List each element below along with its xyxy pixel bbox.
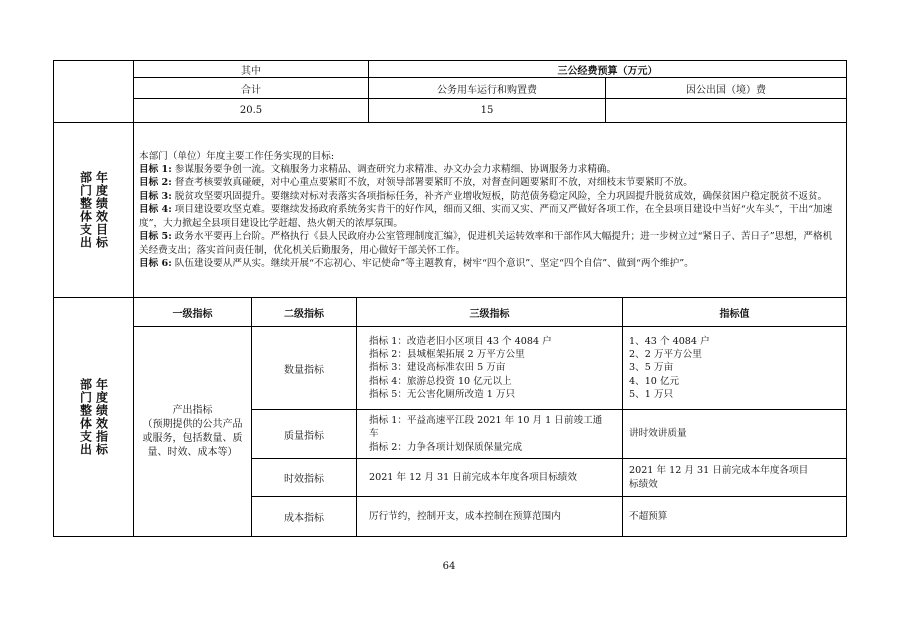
list-item: 指标 3：建设高标准农田 5 万亩 (369, 362, 506, 374)
goals-side-label-col1: 年度绩效目标 (94, 171, 109, 249)
yingong-abroad-header: 因公出国（境）费 (606, 78, 847, 99)
list-item: 不超预算 (629, 510, 668, 522)
gongwu-car-header: 公务用车运行和购置费 (369, 78, 606, 99)
goals-side-label-col2: 部门整体支出 (78, 171, 93, 249)
level2-header: 二级指标 (252, 298, 357, 327)
list-item: 4、10 亿元 (629, 375, 680, 387)
goal-item: 目标 3: 脱贫攻坚要巩固提升。要继续对标对表落实各项指标任务，补齐产业增收短板，防范债务稳定风险，全力巩固提升脱贫成效，确保贫困户稳定脱贫不返贫。 (139, 190, 828, 202)
value-quality (623, 410, 847, 459)
list-item: 指标 5：无公害化厕所改造 1 万只 (369, 388, 516, 400)
level1-header: 一级指标 (134, 298, 252, 327)
list-item: 指标 2：力争各项计划保质保量完成 (369, 441, 523, 453)
level1-note: （预期提供的公共产品或服务，包括数量、质量、时效、成本等） (142, 418, 243, 458)
list-item: 指标 1：改造老旧小区项目 43 个 4084 户 (369, 335, 552, 347)
indicators-side-label-col1: 年度绩效指标 (94, 378, 109, 456)
gongwu-car-value: 15 (369, 99, 606, 123)
value-cost (623, 497, 847, 537)
list-item: 5、1 万只 (629, 388, 674, 400)
goal-item: 目标 1: 参谋服务要争创一流。文稿服务力求精品、调查研究力求精准、办文办会力求精细、协调服务力求精确。 (139, 164, 617, 176)
list-item: 标绩效 (629, 478, 658, 490)
level2-quantity: 数量指标 (252, 327, 357, 410)
goal-item: 目标 6: 队伍建设要从严从实。继续开展“不忘初心、牢记使命”等主题教育，树牢“四个意识”、坚定“四个自信”、做到“两个维护”。 (139, 257, 694, 269)
indicators-table (53, 297, 847, 537)
list-item: 指标 2：县城框架拓展 2 万平方公里 (369, 349, 525, 361)
level2-cost: 成本指标 (252, 497, 357, 537)
goals-intro: 本部门（单位）年度主要工作任务实现的目标: (139, 150, 335, 162)
level3-quantity (357, 327, 623, 410)
list-item: 2021 年 12 月 31 日前完成本年度各项目 (629, 465, 809, 477)
budget-goals-table (53, 60, 847, 298)
level1-label: 产出指标 (172, 404, 213, 416)
indicators-side-label (54, 298, 134, 537)
sangong-title: 三公经费预算（万元） (369, 61, 847, 78)
list-item: 讲时效讲质量 (629, 428, 687, 440)
list-item: 2021 年 12 月 31 日前完成本年度各项目标绩效 (369, 471, 577, 483)
list-item: 2、2 万平方公里 (629, 349, 702, 361)
heji-value: 20.5 (134, 99, 369, 123)
list-item: 3、5 万亩 (629, 362, 674, 374)
list-item: 厉行节约，控制开支，成本控制在预算范围内 (369, 510, 561, 522)
goals-text-cell (134, 123, 847, 298)
level2-timeliness: 时效指标 (252, 459, 357, 497)
goals-side-label (54, 123, 134, 298)
level1-cell (134, 327, 252, 537)
value-quantity (623, 327, 847, 410)
list-item: 1、43 个 4084 户 (629, 335, 710, 347)
goal-item: 目标 5: 政务水平要再上台阶。严格执行《县人民政府办公室管理制度汇编》，促进机关运转效率和干部作风大幅提升；进一步树立过“紧日子、苦日子”思想，严格机关经费支出；落实首问责任制，优化机关后勤服务，用心做好干部关怀工作。 (139, 231, 833, 256)
level3-quality (357, 410, 623, 459)
indicators-side-label-col2: 部门整体支出 (78, 378, 93, 456)
level2-quality: 质量指标 (252, 410, 357, 459)
yingong-abroad-value (606, 99, 847, 123)
empty-side-cell (54, 61, 134, 123)
qizhong-header: 其中 (134, 61, 369, 78)
value-timeliness (623, 459, 847, 497)
page-number: 64 (442, 561, 456, 572)
goal-item: 目标 4: 项目建设要攻坚克难。要继续发扬政府系统务实肯干的好作风，细而又细、实而又实、严而又严做好各项工作，在全县项目建设中当好“火车头”，干出“加速度”，大力掀起全县项目建设比学赶超、热火朝天的浓厚氛围。 (139, 204, 833, 229)
goal-item: 目标 2: 督查考核要敦真碰硬，对中心重点要紧盯不放，对领导部署要紧盯不放，对督查问题要紧盯不放，对细枝末节要紧盯不放。 (139, 177, 693, 189)
level3-timeliness (357, 459, 623, 497)
list-item: 指标 4：旅游总投资 10 亿元以上 (369, 375, 512, 387)
heji-header: 合计 (134, 78, 369, 99)
value-header: 指标值 (623, 298, 847, 327)
level3-header: 三级指标 (357, 298, 623, 327)
level3-cost (357, 497, 623, 537)
list-item: 指标 1：平益高速平江段 2021 年 10 月 1 日前竣工通 (369, 415, 603, 427)
list-item: 车 (369, 428, 379, 440)
